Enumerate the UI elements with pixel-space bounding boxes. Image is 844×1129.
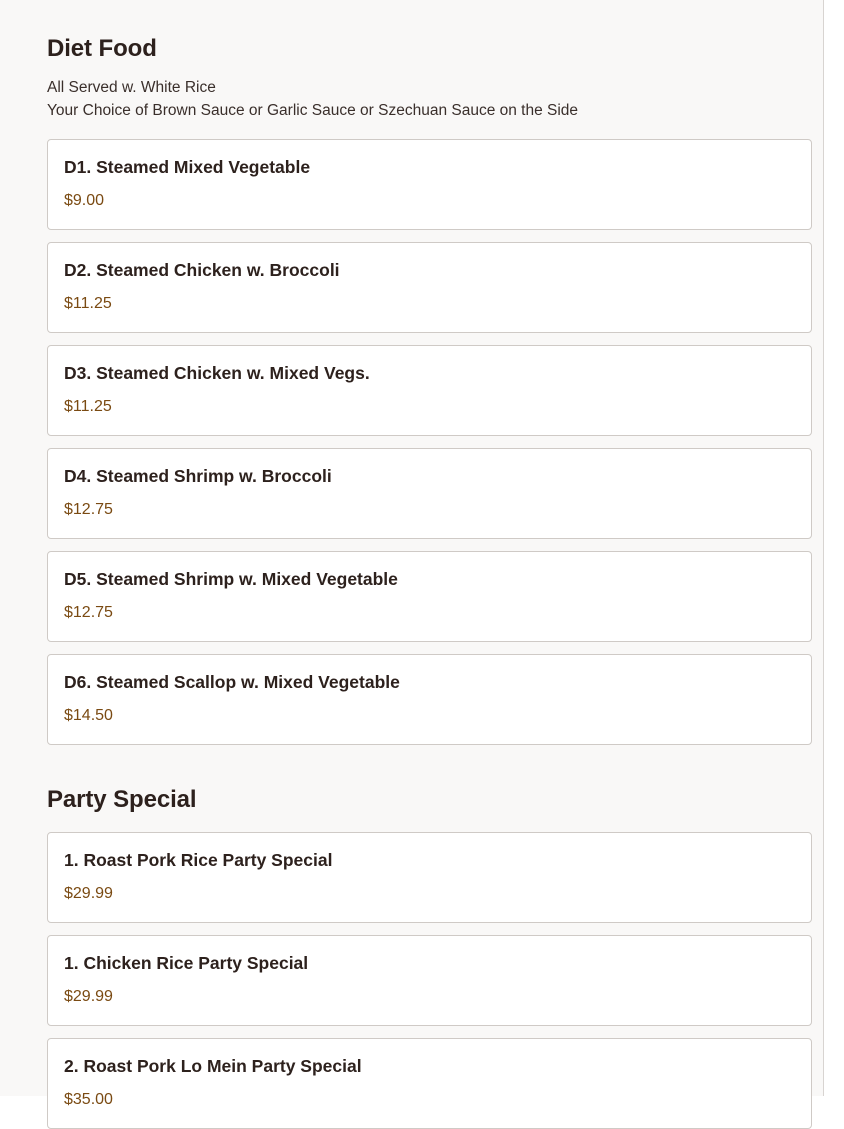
menu-item-price: $12.75 — [64, 501, 113, 518]
menu-item-card[interactable] — [47, 448, 812, 539]
menu-item-name: D5. Steamed Shrimp w. Mixed Vegetable — [64, 569, 398, 589]
menu-item-name: D2. Steamed Chicken w. Broccoli — [64, 260, 340, 280]
menu-item-price: $14.50 — [64, 707, 113, 724]
menu-item-card[interactable] — [47, 935, 812, 1026]
menu-item-card[interactable] — [47, 832, 812, 923]
menu-item-name: 1. Roast Pork Rice Party Special — [64, 850, 333, 870]
menu-section-party-special — [47, 785, 811, 1129]
menu-section-diet-food — [47, 0, 811, 745]
menu-item-price: $11.25 — [64, 295, 112, 312]
menu-item-card[interactable] — [47, 1038, 812, 1129]
menu-item-list — [47, 832, 811, 1129]
section-title: Diet Food — [47, 35, 157, 62]
menu-item-list — [47, 139, 811, 745]
menu-item-card[interactable] — [47, 345, 812, 436]
menu-item-card[interactable] — [47, 551, 812, 642]
menu-item-price: $11.25 — [64, 398, 112, 415]
menu-item-price: $12.75 — [64, 604, 113, 621]
menu-item-name: D6. Steamed Scallop w. Mixed Vegetable — [64, 672, 400, 692]
section-description — [47, 76, 811, 122]
menu-item-card[interactable] — [47, 242, 812, 333]
menu-item-name: 2. Roast Pork Lo Mein Party Special — [64, 1056, 362, 1076]
menu-item-price: $29.99 — [64, 988, 113, 1005]
menu-item-name: D4. Steamed Shrimp w. Broccoli — [64, 466, 332, 486]
menu-item-name: 1. Chicken Rice Party Special — [64, 953, 309, 973]
menu-item-card[interactable] — [47, 139, 812, 230]
menu-item-name: D3. Steamed Chicken w. Mixed Vegs. — [64, 363, 370, 383]
menu-item-price: $35.00 — [64, 1091, 113, 1108]
menu-item-name: D1. Steamed Mixed Vegetable — [64, 157, 311, 177]
section-title: Party Special — [47, 786, 197, 813]
section-description-line: All Served w. White Rice — [47, 79, 216, 96]
section-description-line: Your Choice of Brown Sauce or Garlic Sauce or Szechuan Sauce on the Side — [47, 102, 579, 119]
menu-item-price: $29.99 — [64, 885, 113, 902]
menu-item-price: $9.00 — [64, 192, 105, 209]
menu-item-card[interactable] — [47, 654, 812, 745]
